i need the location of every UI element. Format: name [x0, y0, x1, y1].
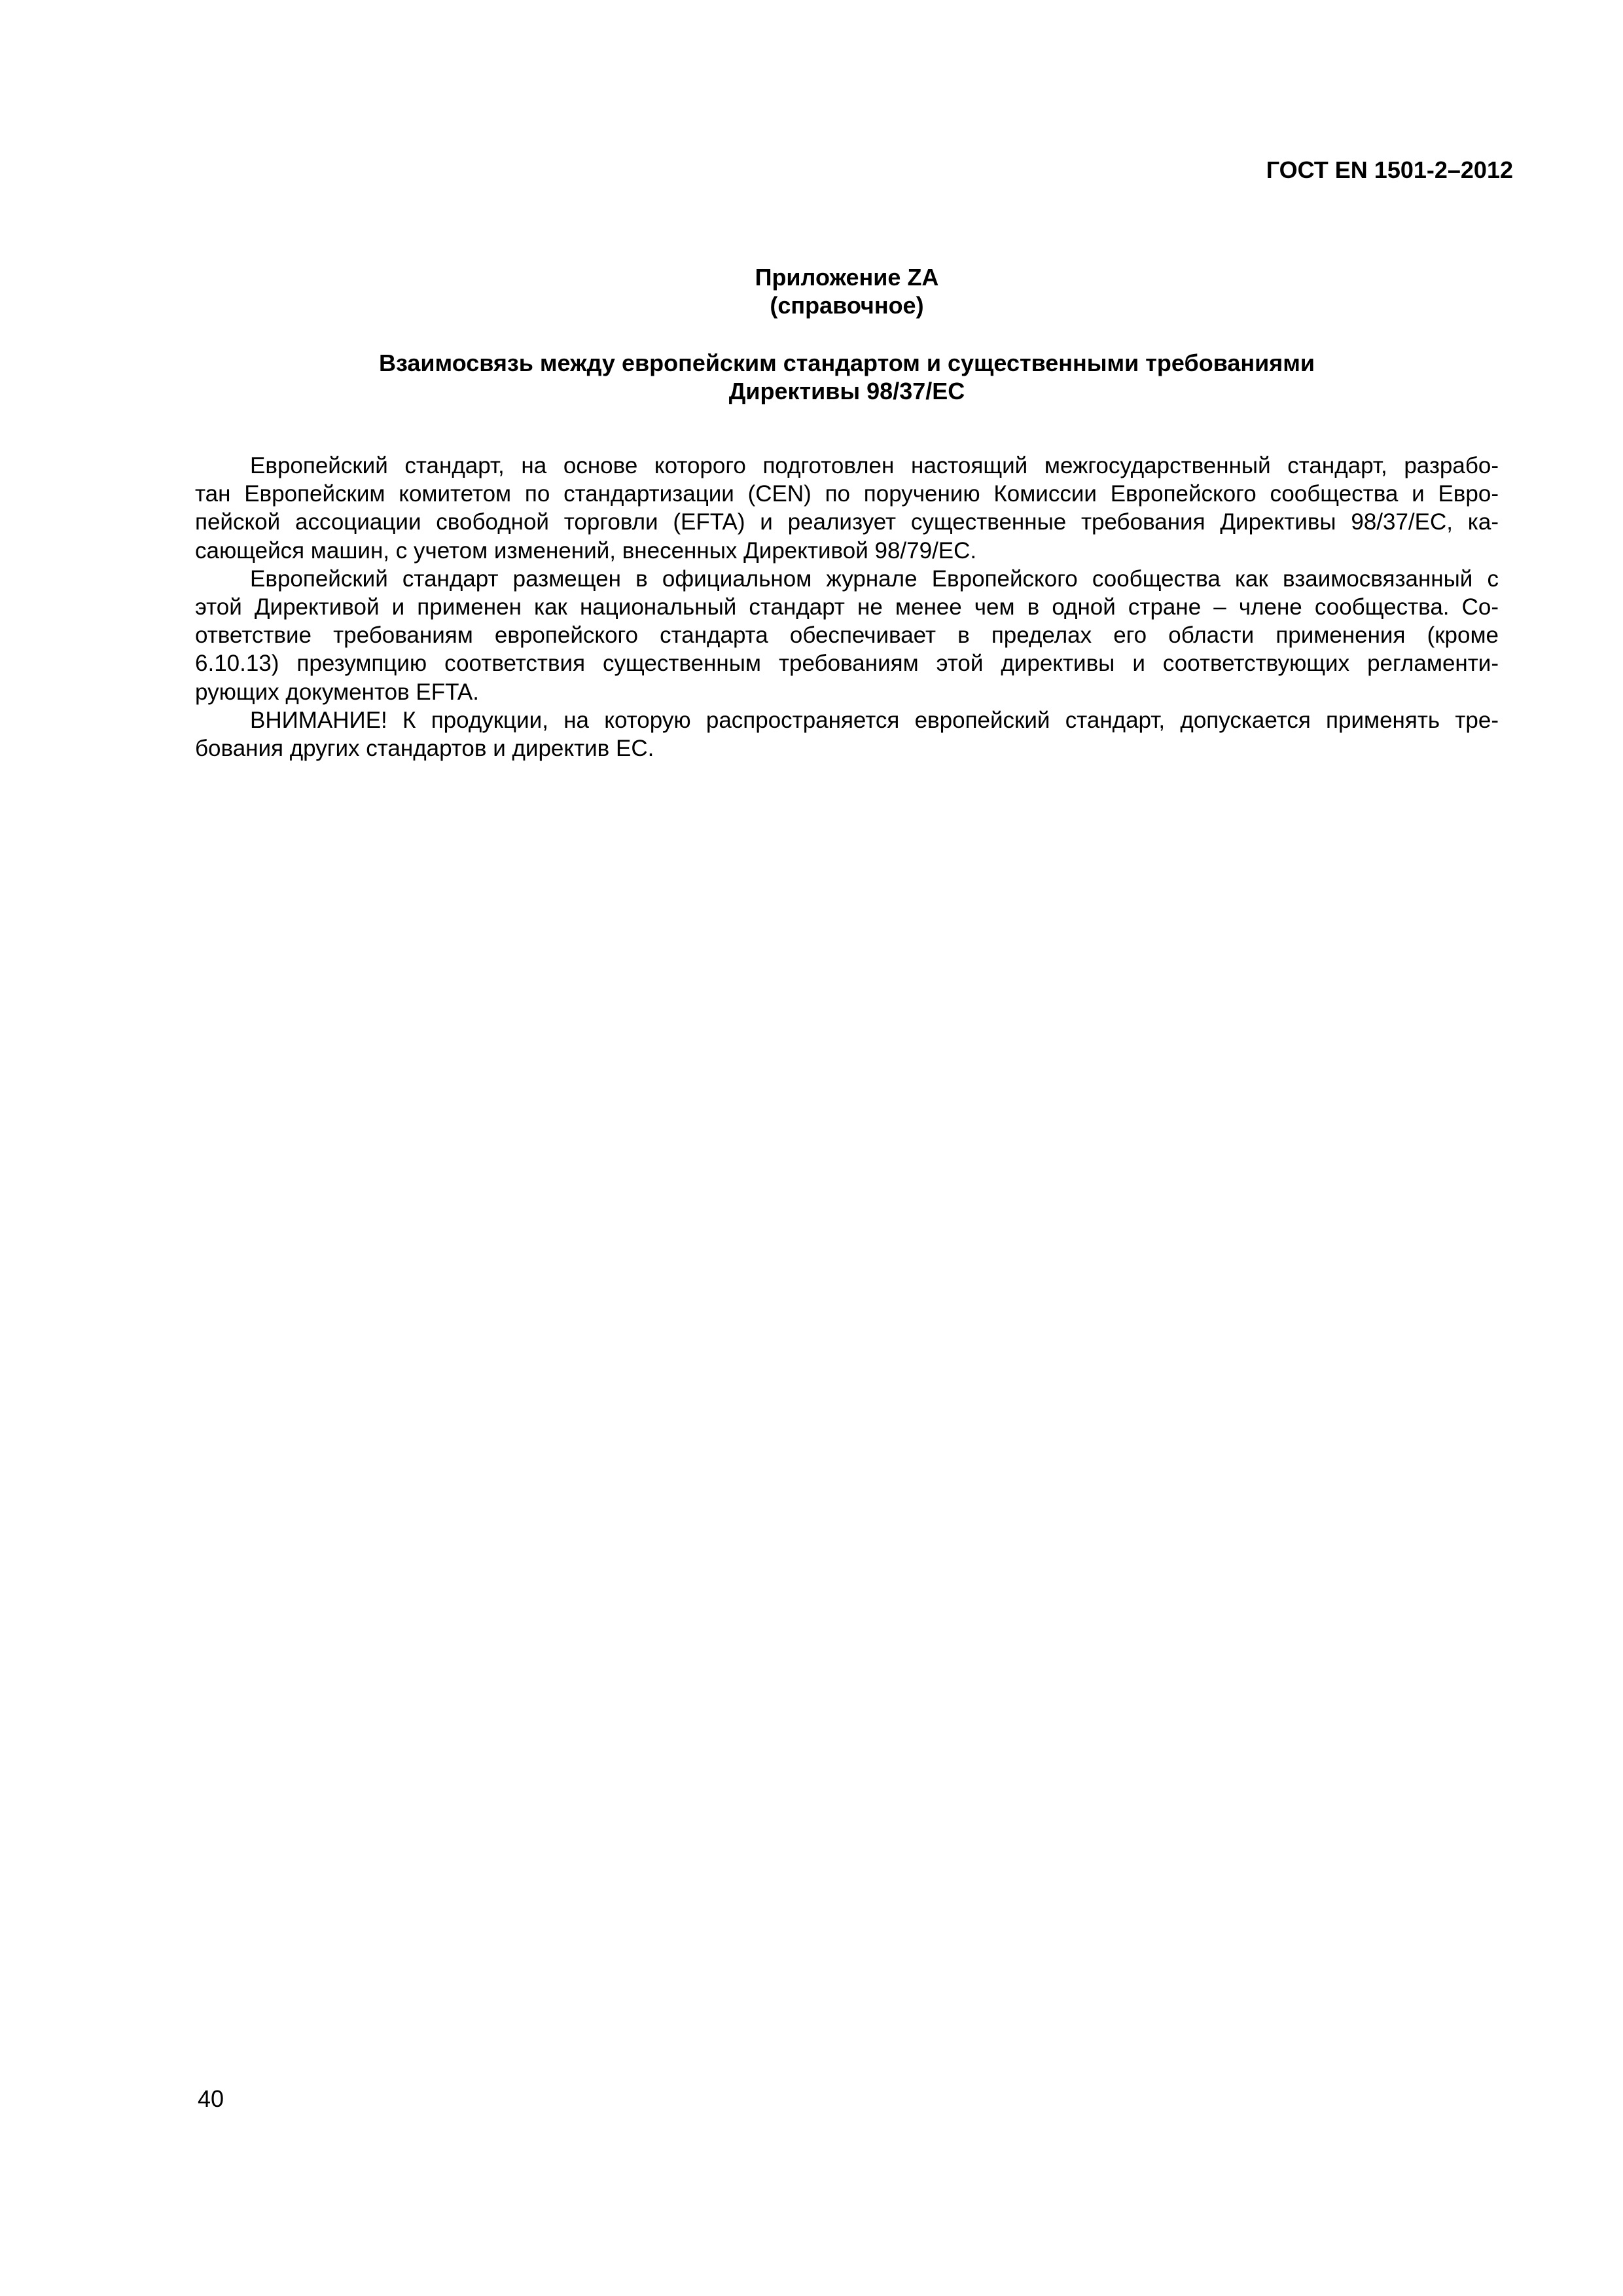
paragraph-line: пейской ассоциации свободной торговли (EFTA) и реализует существенные требования Директивы 98/37/ЕС, ка- [195, 509, 1499, 535]
annex-heading [195, 263, 1499, 319]
paragraph-line: тан Европейским комитетом по стандартизации (CEN) по поручению Комиссии Европейского сообщества и Евро- [195, 481, 1499, 507]
annex-kind: (справочное) [770, 292, 924, 319]
section-title-line: Директивы 98/37/ЕС [728, 378, 965, 404]
paragraph-line: сающейся машин, с учетом изменений, внесенных Директивой 98/79/ЕС. [195, 537, 977, 564]
paragraph-line: бования других стандартов и директив ЕС. [195, 736, 654, 762]
annex-title: Приложение ZA [755, 264, 939, 291]
paragraph-line: Европейский стандарт размещен в официальном журнале Европейского сообщества как взаимосвязанный с [250, 565, 1499, 592]
paragraph [195, 452, 1499, 565]
paragraph-line: ВНИМАНИЕ! К продукции, на которую распространяется европейский стандарт, допускается применять тре- [250, 707, 1499, 733]
paragraph-line: ответствие требованиям европейского стандарта обеспечивает в пределах его области применения (кроме [195, 622, 1499, 649]
body-text [195, 452, 1499, 762]
paragraph-line: 6.10.13) презумпцию соответствия существенным требованиям этой директивы и соответствующих регламенти- [195, 651, 1499, 677]
paragraph-line: рующих документов EFTA. [195, 679, 479, 705]
paragraph-line: Европейский стандарт, на основе которого подготовлен настоящий межгосударственный стандарт, разрабо- [250, 453, 1499, 478]
page-number: 40 [198, 2085, 224, 2112]
paragraph-line: этой Директивой и применен как национальный стандарт не менее чем в одной стране – члене сообщества. Со- [195, 594, 1499, 620]
section-title [195, 349, 1499, 405]
document-code: ГОСТ EN 1501-2–2012 [1266, 156, 1513, 183]
section-title-line: Взаимосвязь между европейским стандартом и существенными требованиями [378, 350, 1315, 376]
paragraph [195, 565, 1499, 706]
paragraph [195, 706, 1499, 762]
